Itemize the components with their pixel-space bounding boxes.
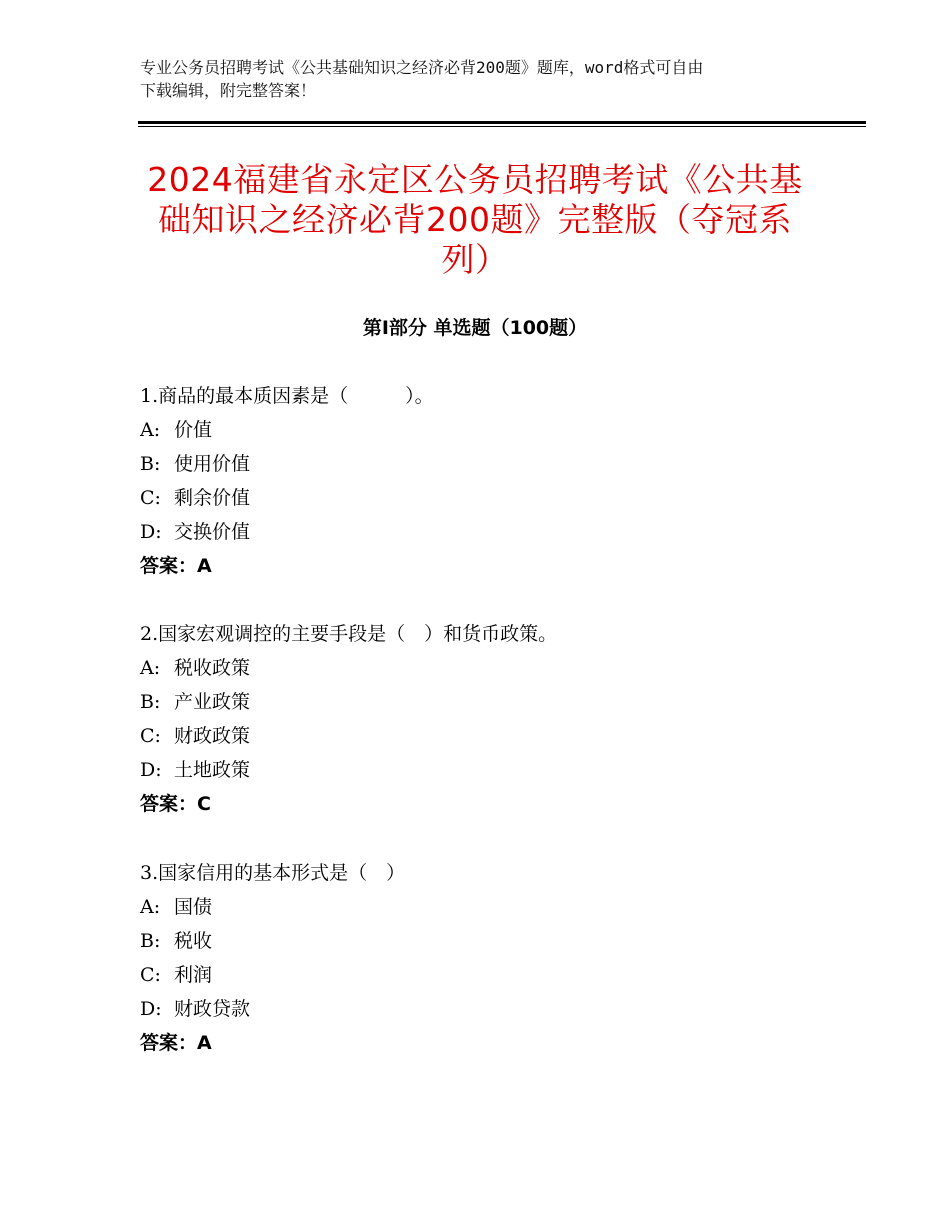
question-stem: 3.国家信用的基本形式是（ ） <box>140 862 406 884</box>
header-note <box>140 56 820 102</box>
option-text: 产业政策 <box>174 691 251 713</box>
option-text: 税收 <box>174 930 213 952</box>
document-title <box>110 160 840 280</box>
option-d <box>140 520 840 554</box>
option-text: 国债 <box>174 896 213 918</box>
option-c <box>140 724 840 758</box>
option-letter: D: <box>140 521 162 543</box>
question-stem: 1.商品的最本质因素是（ ）。 <box>140 385 434 407</box>
option-text: 税收政策 <box>174 657 251 679</box>
option-d <box>140 758 840 792</box>
option-text: 利润 <box>174 964 213 986</box>
option-text: 财政贷款 <box>174 998 251 1020</box>
option-letter: C: <box>140 487 161 509</box>
option-letter: A: <box>140 657 161 679</box>
option-text: 剩余价值 <box>174 487 251 509</box>
option-text: 财政政策 <box>174 725 251 747</box>
option-letter: D: <box>140 998 162 1020</box>
option-letter: C: <box>140 964 161 986</box>
option-a <box>140 418 840 452</box>
header-note-line-1: 专业公务员招聘考试《公共基础知识之经济必背200题》题库，word格式可自由 <box>140 58 704 77</box>
option-letter: A: <box>140 896 161 918</box>
option-a <box>140 656 840 690</box>
section-heading: 第Ⅰ部分 单选题（100题） <box>362 317 588 339</box>
header-note-line-2: 下载编辑，附完整答案！ <box>140 81 317 100</box>
option-b <box>140 929 840 963</box>
option-letter: B: <box>140 930 161 952</box>
answer-line: 答案：C <box>140 793 211 815</box>
answer-line: 答案：A <box>140 555 212 577</box>
option-c <box>140 486 840 520</box>
header-divider-thin <box>138 126 866 127</box>
question-stem: 2.国家宏观调控的主要手段是（ ）和货币政策。 <box>140 623 558 645</box>
option-text: 使用价值 <box>174 453 251 475</box>
title-line-2: 础知识之经济必背200题》完整版（夺冠系 <box>158 200 792 239</box>
option-a <box>140 895 840 929</box>
question-2 <box>140 622 840 826</box>
option-b <box>140 452 840 486</box>
title-line-1: 2024福建省永定区公务员招聘考试《公共基 <box>147 160 803 199</box>
option-c <box>140 963 840 997</box>
option-text: 土地政策 <box>174 759 251 781</box>
question-3 <box>140 861 840 1065</box>
answer-line: 答案：A <box>140 1032 212 1054</box>
option-letter: A: <box>140 419 161 441</box>
option-letter: B: <box>140 453 161 475</box>
option-text: 交换价值 <box>174 521 251 543</box>
option-letter: D: <box>140 759 162 781</box>
title-line-3: 列） <box>441 240 509 279</box>
option-d <box>140 997 840 1031</box>
option-b <box>140 690 840 724</box>
header-divider-thick <box>138 121 866 124</box>
option-letter: B: <box>140 691 161 713</box>
question-1 <box>140 384 840 588</box>
option-letter: C: <box>140 725 161 747</box>
option-text: 价值 <box>174 419 213 441</box>
